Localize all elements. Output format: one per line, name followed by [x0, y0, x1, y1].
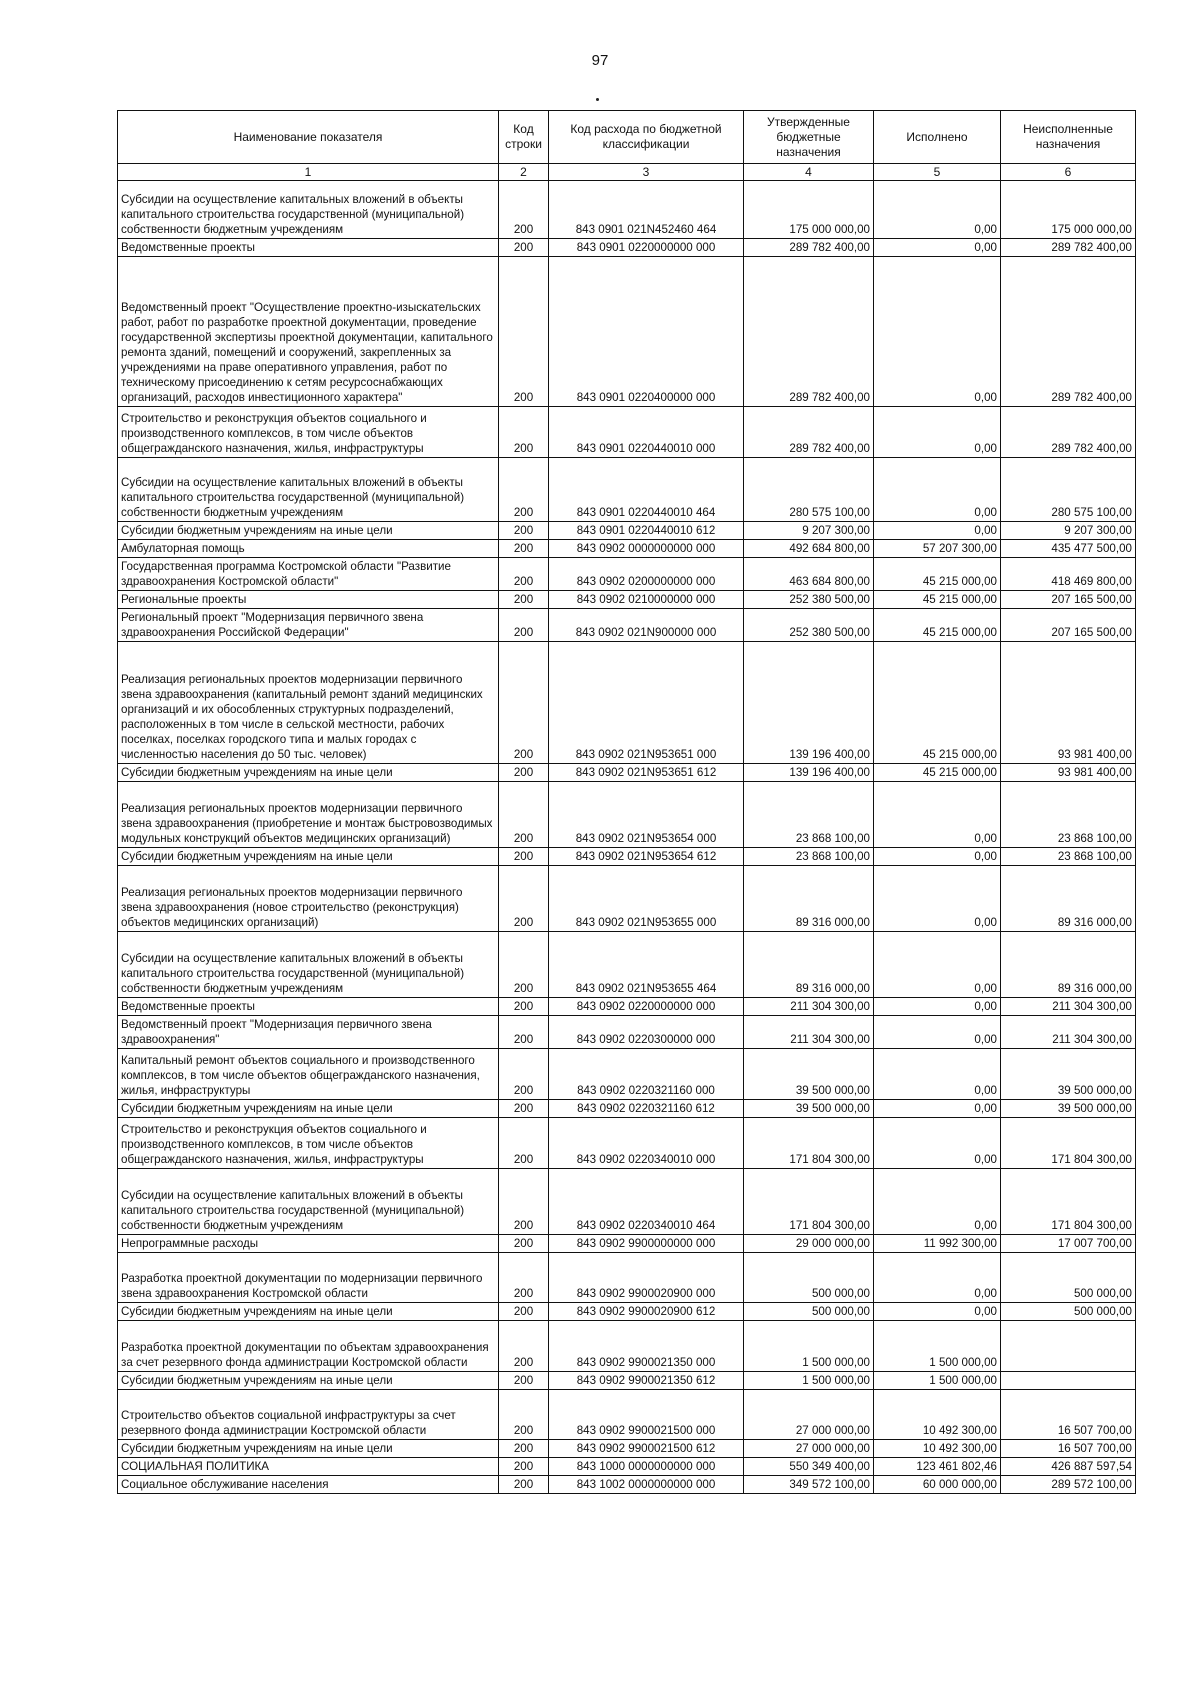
executed-amount: 0,00 [874, 1100, 1001, 1118]
approved-amount: 139 196 400,00 [744, 764, 874, 782]
executed-amount: 10 492 300,00 [874, 1390, 1001, 1440]
approved-amount: 289 782 400,00 [744, 257, 874, 407]
unexecuted-amount: 17 007 700,00 [1001, 1235, 1136, 1253]
unexecuted-amount: 89 316 000,00 [1001, 932, 1136, 998]
approved-amount: 492 684 800,00 [744, 540, 874, 558]
approved-amount: 23 868 100,00 [744, 848, 874, 866]
table-row [118, 1390, 1136, 1440]
budget-code: 843 0901 0220000000 000 [549, 239, 744, 257]
unexecuted-amount: 289 782 400,00 [1001, 257, 1136, 407]
indicator-name: Непрограммные расходы [118, 1235, 499, 1253]
indicator-name: Строительство и реконструкция объектов социального и производственного комплексов, в том числе объектов общегражданского назначения, жилья, инфраструктуры [118, 1118, 499, 1169]
indicator-name: Субсидии на осуществление капитальных вложений в объекты капитального строительства государственной (муниципальной) собственности бюджетным учреждениям [118, 1169, 499, 1235]
budget-code: 843 0902 0220340010 464 [549, 1169, 744, 1235]
table-row [118, 998, 1136, 1016]
approved-amount: 280 575 100,00 [744, 458, 874, 522]
indicator-name: Субсидии бюджетным учреждениям на иные цели [118, 1440, 499, 1458]
indicator-name: Разработка проектной документации по модернизации первичного звена здравоохранения Костромской области [118, 1253, 499, 1303]
table-row [118, 1118, 1136, 1169]
column-number: 4 [744, 164, 874, 181]
page-number: 97 [591, 52, 609, 69]
executed-amount: 0,00 [874, 782, 1001, 848]
row-code: 200 [499, 1100, 549, 1118]
budget-code: 843 0902 021N953655 464 [549, 932, 744, 998]
table-row [118, 848, 1136, 866]
approved-amount: 89 316 000,00 [744, 866, 874, 932]
executed-amount: 0,00 [874, 458, 1001, 522]
executed-amount: 0,00 [874, 239, 1001, 257]
table-row [118, 932, 1136, 998]
row-code: 200 [499, 998, 549, 1016]
column-number: 2 [499, 164, 549, 181]
unexecuted-amount: 289 572 100,00 [1001, 1476, 1136, 1494]
indicator-name: Субсидии бюджетным учреждениям на иные цели [118, 764, 499, 782]
unexecuted-amount: 175 000 000,00 [1001, 181, 1136, 239]
unexecuted-amount: 93 981 400,00 [1001, 642, 1136, 764]
header-name: Наименование показателя [118, 111, 499, 164]
approved-amount: 1 500 000,00 [744, 1372, 874, 1390]
approved-amount: 23 868 100,00 [744, 782, 874, 848]
indicator-name: Субсидии бюджетным учреждениям на иные цели [118, 848, 499, 866]
executed-amount: 123 461 802,46 [874, 1458, 1001, 1476]
table-header-row [118, 111, 1136, 164]
table-row [118, 181, 1136, 239]
table-row [118, 1458, 1136, 1476]
table-row [118, 1321, 1136, 1372]
row-code: 200 [499, 1458, 549, 1476]
executed-amount: 0,00 [874, 1049, 1001, 1100]
unexecuted-amount: 500 000,00 [1001, 1253, 1136, 1303]
unexecuted-amount: 418 469 800,00 [1001, 558, 1136, 591]
table-row [118, 458, 1136, 522]
unexecuted-amount: 171 804 300,00 [1001, 1169, 1136, 1235]
approved-amount: 500 000,00 [744, 1303, 874, 1321]
row-code: 200 [499, 782, 549, 848]
approved-amount: 139 196 400,00 [744, 642, 874, 764]
executed-amount: 0,00 [874, 1303, 1001, 1321]
unexecuted-amount: 39 500 000,00 [1001, 1049, 1136, 1100]
budget-code: 843 0901 0220400000 000 [549, 257, 744, 407]
budget-code: 843 0901 0220440010 612 [549, 522, 744, 540]
budget-code: 843 0902 0220000000 000 [549, 998, 744, 1016]
unexecuted-amount: 207 165 500,00 [1001, 591, 1136, 609]
executed-amount: 0,00 [874, 1169, 1001, 1235]
approved-amount: 1 500 000,00 [744, 1321, 874, 1372]
indicator-name: Реализация региональных проектов модернизации первичного звена здравоохранения (новое строительство (реконструкция) объектов медицинских организаций) [118, 866, 499, 932]
budget-code: 843 0902 9900000000 000 [549, 1235, 744, 1253]
table-row [118, 1049, 1136, 1100]
budget-code: 843 0902 0210000000 000 [549, 591, 744, 609]
header-row-code: Код строки [499, 111, 549, 164]
budget-code: 843 0902 0220321160 000 [549, 1049, 744, 1100]
table-row [118, 1372, 1136, 1390]
table-row [118, 1016, 1136, 1049]
executed-amount: 45 215 000,00 [874, 558, 1001, 591]
budget-code: 843 0902 021N900000 000 [549, 609, 744, 642]
approved-amount: 289 782 400,00 [744, 239, 874, 257]
executed-amount: 1 500 000,00 [874, 1321, 1001, 1372]
budget-code: 843 0902 021N953651 000 [549, 642, 744, 764]
approved-amount: 349 572 100,00 [744, 1476, 874, 1494]
approved-amount: 550 349 400,00 [744, 1458, 874, 1476]
executed-amount: 0,00 [874, 407, 1001, 458]
approved-amount: 9 207 300,00 [744, 522, 874, 540]
indicator-name: Строительство и реконструкция объектов социального и производственного комплексов, в том числе объектов общегражданского назначения, жилья, инфраструктуры [118, 407, 499, 458]
approved-amount: 463 684 800,00 [744, 558, 874, 591]
executed-amount: 1 500 000,00 [874, 1372, 1001, 1390]
unexecuted-amount: 289 782 400,00 [1001, 407, 1136, 458]
executed-amount: 0,00 [874, 1253, 1001, 1303]
approved-amount: 252 380 500,00 [744, 591, 874, 609]
row-code: 200 [499, 239, 549, 257]
unexecuted-amount: 280 575 100,00 [1001, 458, 1136, 522]
approved-amount: 171 804 300,00 [744, 1118, 874, 1169]
indicator-name: Социальное обслуживание населения [118, 1476, 499, 1494]
table-row [118, 239, 1136, 257]
budget-code: 843 1002 0000000000 000 [549, 1476, 744, 1494]
table-row [118, 764, 1136, 782]
indicator-name: Ведомственный проект "Модернизация первичного звена здравоохранения" [118, 1016, 499, 1049]
approved-amount: 171 804 300,00 [744, 1169, 874, 1235]
header-budget-code: Код расхода по бюджетной классификации [549, 111, 744, 164]
row-code: 200 [499, 848, 549, 866]
row-code: 200 [499, 1440, 549, 1458]
budget-execution-table [117, 110, 1136, 1494]
column-number: 3 [549, 164, 744, 181]
budget-code: 843 0902 021N953654 612 [549, 848, 744, 866]
indicator-name: Региональный проект "Модернизация первичного звена здравоохранения Российской Федерации" [118, 609, 499, 642]
budget-code: 843 0902 0200000000 000 [549, 558, 744, 591]
row-code: 200 [499, 1169, 549, 1235]
executed-amount: 0,00 [874, 1118, 1001, 1169]
executed-amount: 0,00 [874, 866, 1001, 932]
table-row [118, 609, 1136, 642]
executed-amount: 0,00 [874, 998, 1001, 1016]
table-row [118, 257, 1136, 407]
row-code: 200 [499, 1253, 549, 1303]
indicator-name: Региональные проекты [118, 591, 499, 609]
table-row [118, 1476, 1136, 1494]
table-row [118, 1303, 1136, 1321]
unexecuted-amount: 9 207 300,00 [1001, 522, 1136, 540]
executed-amount: 45 215 000,00 [874, 591, 1001, 609]
indicator-name: Реализация региональных проектов модернизации первичного звена здравоохранения (капитальный ремонт зданий медицинских организаций и их обособленных структурных подразделений, расположенных в том числе в сельской местности, рабочих поселках, поселках городского типа и малых городах с численностью населения до 50 тыс. человек) [118, 642, 499, 764]
table-row [118, 1235, 1136, 1253]
table-row [118, 558, 1136, 591]
table-row [118, 1100, 1136, 1118]
indicator-name: Субсидии бюджетным учреждениям на иные цели [118, 1100, 499, 1118]
unexecuted-amount: 289 782 400,00 [1001, 239, 1136, 257]
unexecuted-amount: 16 507 700,00 [1001, 1390, 1136, 1440]
budget-code: 843 0902 9900021350 612 [549, 1372, 744, 1390]
approved-amount: 211 304 300,00 [744, 1016, 874, 1049]
budget-code: 843 1000 0000000000 000 [549, 1458, 744, 1476]
row-code: 200 [499, 591, 549, 609]
budget-code: 843 0902 0220340010 000 [549, 1118, 744, 1169]
budget-code: 843 0902 9900020900 612 [549, 1303, 744, 1321]
approved-amount: 27 000 000,00 [744, 1390, 874, 1440]
unexecuted-amount: 16 507 700,00 [1001, 1440, 1136, 1458]
table-row [118, 866, 1136, 932]
row-code: 200 [499, 458, 549, 522]
executed-amount: 0,00 [874, 1016, 1001, 1049]
column-number: 1 [118, 164, 499, 181]
executed-amount: 45 215 000,00 [874, 642, 1001, 764]
approved-amount: 29 000 000,00 [744, 1235, 874, 1253]
row-code: 200 [499, 1049, 549, 1100]
budget-code: 843 0902 9900020900 000 [549, 1253, 744, 1303]
indicator-name: Строительство объектов социальной инфраструктуры за счет резервного фонда администрации Костромской области [118, 1390, 499, 1440]
header-unexecuted: Неисполненные назначения [1001, 111, 1136, 164]
unexecuted-amount: 500 000,00 [1001, 1303, 1136, 1321]
row-code: 200 [499, 522, 549, 540]
unexecuted-amount [1001, 1372, 1136, 1390]
executed-amount: 60 000 000,00 [874, 1476, 1001, 1494]
budget-code: 843 0902 9900021350 000 [549, 1321, 744, 1372]
budget-code: 843 0902 021N953651 612 [549, 764, 744, 782]
table-row [118, 591, 1136, 609]
unexecuted-amount: 207 165 500,00 [1001, 609, 1136, 642]
table-row [118, 540, 1136, 558]
unexecuted-amount: 93 981 400,00 [1001, 764, 1136, 782]
executed-amount: 0,00 [874, 257, 1001, 407]
approved-amount: 289 782 400,00 [744, 407, 874, 458]
approved-amount: 211 304 300,00 [744, 998, 874, 1016]
indicator-name: Реализация региональных проектов модернизации первичного звена здравоохранения (приобретение и монтаж быстровозводимых модульных конструкций объектов медицинских организаций) [118, 782, 499, 848]
budget-code: 843 0902 0000000000 000 [549, 540, 744, 558]
indicator-name: Разработка проектной документации по объектам здравоохранения за счет резервного фонда администрации Костромской области [118, 1321, 499, 1372]
column-number-row [118, 164, 1136, 181]
budget-code: 843 0901 0220440010 000 [549, 407, 744, 458]
approved-amount: 39 500 000,00 [744, 1049, 874, 1100]
budget-code: 843 0901 021N452460 464 [549, 181, 744, 239]
table-row [118, 1440, 1136, 1458]
budget-code: 843 0902 0220321160 612 [549, 1100, 744, 1118]
approved-amount: 175 000 000,00 [744, 181, 874, 239]
executed-amount: 0,00 [874, 522, 1001, 540]
executed-amount: 11 992 300,00 [874, 1235, 1001, 1253]
header-executed: Исполнено [874, 111, 1001, 164]
table-row [118, 1169, 1136, 1235]
row-code: 200 [499, 407, 549, 458]
column-number: 5 [874, 164, 1001, 181]
executed-amount: 10 492 300,00 [874, 1440, 1001, 1458]
row-code: 200 [499, 1016, 549, 1049]
approved-amount: 252 380 500,00 [744, 609, 874, 642]
table-body [118, 181, 1136, 1494]
budget-code: 843 0901 0220440010 464 [549, 458, 744, 522]
row-code: 200 [499, 181, 549, 239]
indicator-name: Ведомственные проекты [118, 239, 499, 257]
budget-code: 843 0902 021N953655 000 [549, 866, 744, 932]
indicator-name: Государственная программа Костромской области "Развитие здравоохранения Костромской области" [118, 558, 499, 591]
unexecuted-amount: 171 804 300,00 [1001, 1118, 1136, 1169]
indicator-name: Субсидии на осуществление капитальных вложений в объекты капитального строительства государственной (муниципальной) собственности бюджетным учреждениям [118, 458, 499, 522]
row-code: 200 [499, 1235, 549, 1253]
row-code: 200 [499, 1390, 549, 1440]
indicator-name: Ведомственный проект "Осуществление проектно-изыскательских работ, работ по разработке проектной документации, проведение государственной экспертизы проектной документации, капитального ремонта зданий, помещений и сооружений, закрепленных за учреждениями на праве оперативного управления, работ по техническому присоединению к сетям ресурсоснабжающих организаций, расходов инвестиционного характера" [118, 257, 499, 407]
budget-code: 843 0902 021N953654 000 [549, 782, 744, 848]
indicator-name: СОЦИАЛЬНАЯ ПОЛИТИКА [118, 1458, 499, 1476]
executed-amount: 0,00 [874, 181, 1001, 239]
indicator-name: Капитальный ремонт объектов социального и производственного комплексов, в том числе объектов общегражданского назначения, жилья, инфраструктуры [118, 1049, 499, 1100]
budget-code: 843 0902 0220300000 000 [549, 1016, 744, 1049]
unexecuted-amount: 23 868 100,00 [1001, 782, 1136, 848]
budget-code: 843 0902 9900021500 000 [549, 1390, 744, 1440]
row-code: 200 [499, 866, 549, 932]
budget-code: 843 0902 9900021500 612 [549, 1440, 744, 1458]
header-approved: Утвержденные бюджетные назначения [744, 111, 874, 164]
table-row [118, 1253, 1136, 1303]
row-code: 200 [499, 1476, 549, 1494]
table-row [118, 522, 1136, 540]
row-code: 200 [499, 1303, 549, 1321]
unexecuted-amount [1001, 1321, 1136, 1372]
unexecuted-amount: 426 887 597,54 [1001, 1458, 1136, 1476]
indicator-name: Субсидии бюджетным учреждениям на иные цели [118, 1372, 499, 1390]
unexecuted-amount: 211 304 300,00 [1001, 998, 1136, 1016]
row-code: 200 [499, 1118, 549, 1169]
approved-amount: 89 316 000,00 [744, 932, 874, 998]
unexecuted-amount: 23 868 100,00 [1001, 848, 1136, 866]
row-code: 200 [499, 1321, 549, 1372]
unexecuted-amount: 89 316 000,00 [1001, 866, 1136, 932]
indicator-name: Ведомственные проекты [118, 998, 499, 1016]
table-row [118, 407, 1136, 458]
unexecuted-amount: 39 500 000,00 [1001, 1100, 1136, 1118]
unexecuted-amount: 435 477 500,00 [1001, 540, 1136, 558]
approved-amount: 39 500 000,00 [744, 1100, 874, 1118]
row-code: 200 [499, 764, 549, 782]
executed-amount: 45 215 000,00 [874, 609, 1001, 642]
scan-dot [596, 98, 599, 101]
approved-amount: 27 000 000,00 [744, 1440, 874, 1458]
row-code: 200 [499, 932, 549, 998]
column-number: 6 [1001, 164, 1136, 181]
row-code: 200 [499, 540, 549, 558]
row-code: 200 [499, 257, 549, 407]
executed-amount: 45 215 000,00 [874, 764, 1001, 782]
approved-amount: 500 000,00 [744, 1253, 874, 1303]
row-code: 200 [499, 1372, 549, 1390]
indicator-name: Субсидии на осуществление капитальных вложений в объекты капитального строительства государственной (муниципальной) собственности бюджетным учреждениям [118, 932, 499, 998]
table-row [118, 782, 1136, 848]
unexecuted-amount: 211 304 300,00 [1001, 1016, 1136, 1049]
indicator-name: Субсидии на осуществление капитальных вложений в объекты капитального строительства государственной (муниципальной) собственности бюджетным учреждениям [118, 181, 499, 239]
executed-amount: 0,00 [874, 848, 1001, 866]
indicator-name: Субсидии бюджетным учреждениям на иные цели [118, 522, 499, 540]
executed-amount: 57 207 300,00 [874, 540, 1001, 558]
table-row [118, 642, 1136, 764]
row-code: 200 [499, 642, 549, 764]
indicator-name: Амбулаторная помощь [118, 540, 499, 558]
row-code: 200 [499, 558, 549, 591]
row-code: 200 [499, 609, 549, 642]
indicator-name: Субсидии бюджетным учреждениям на иные цели [118, 1303, 499, 1321]
executed-amount: 0,00 [874, 932, 1001, 998]
